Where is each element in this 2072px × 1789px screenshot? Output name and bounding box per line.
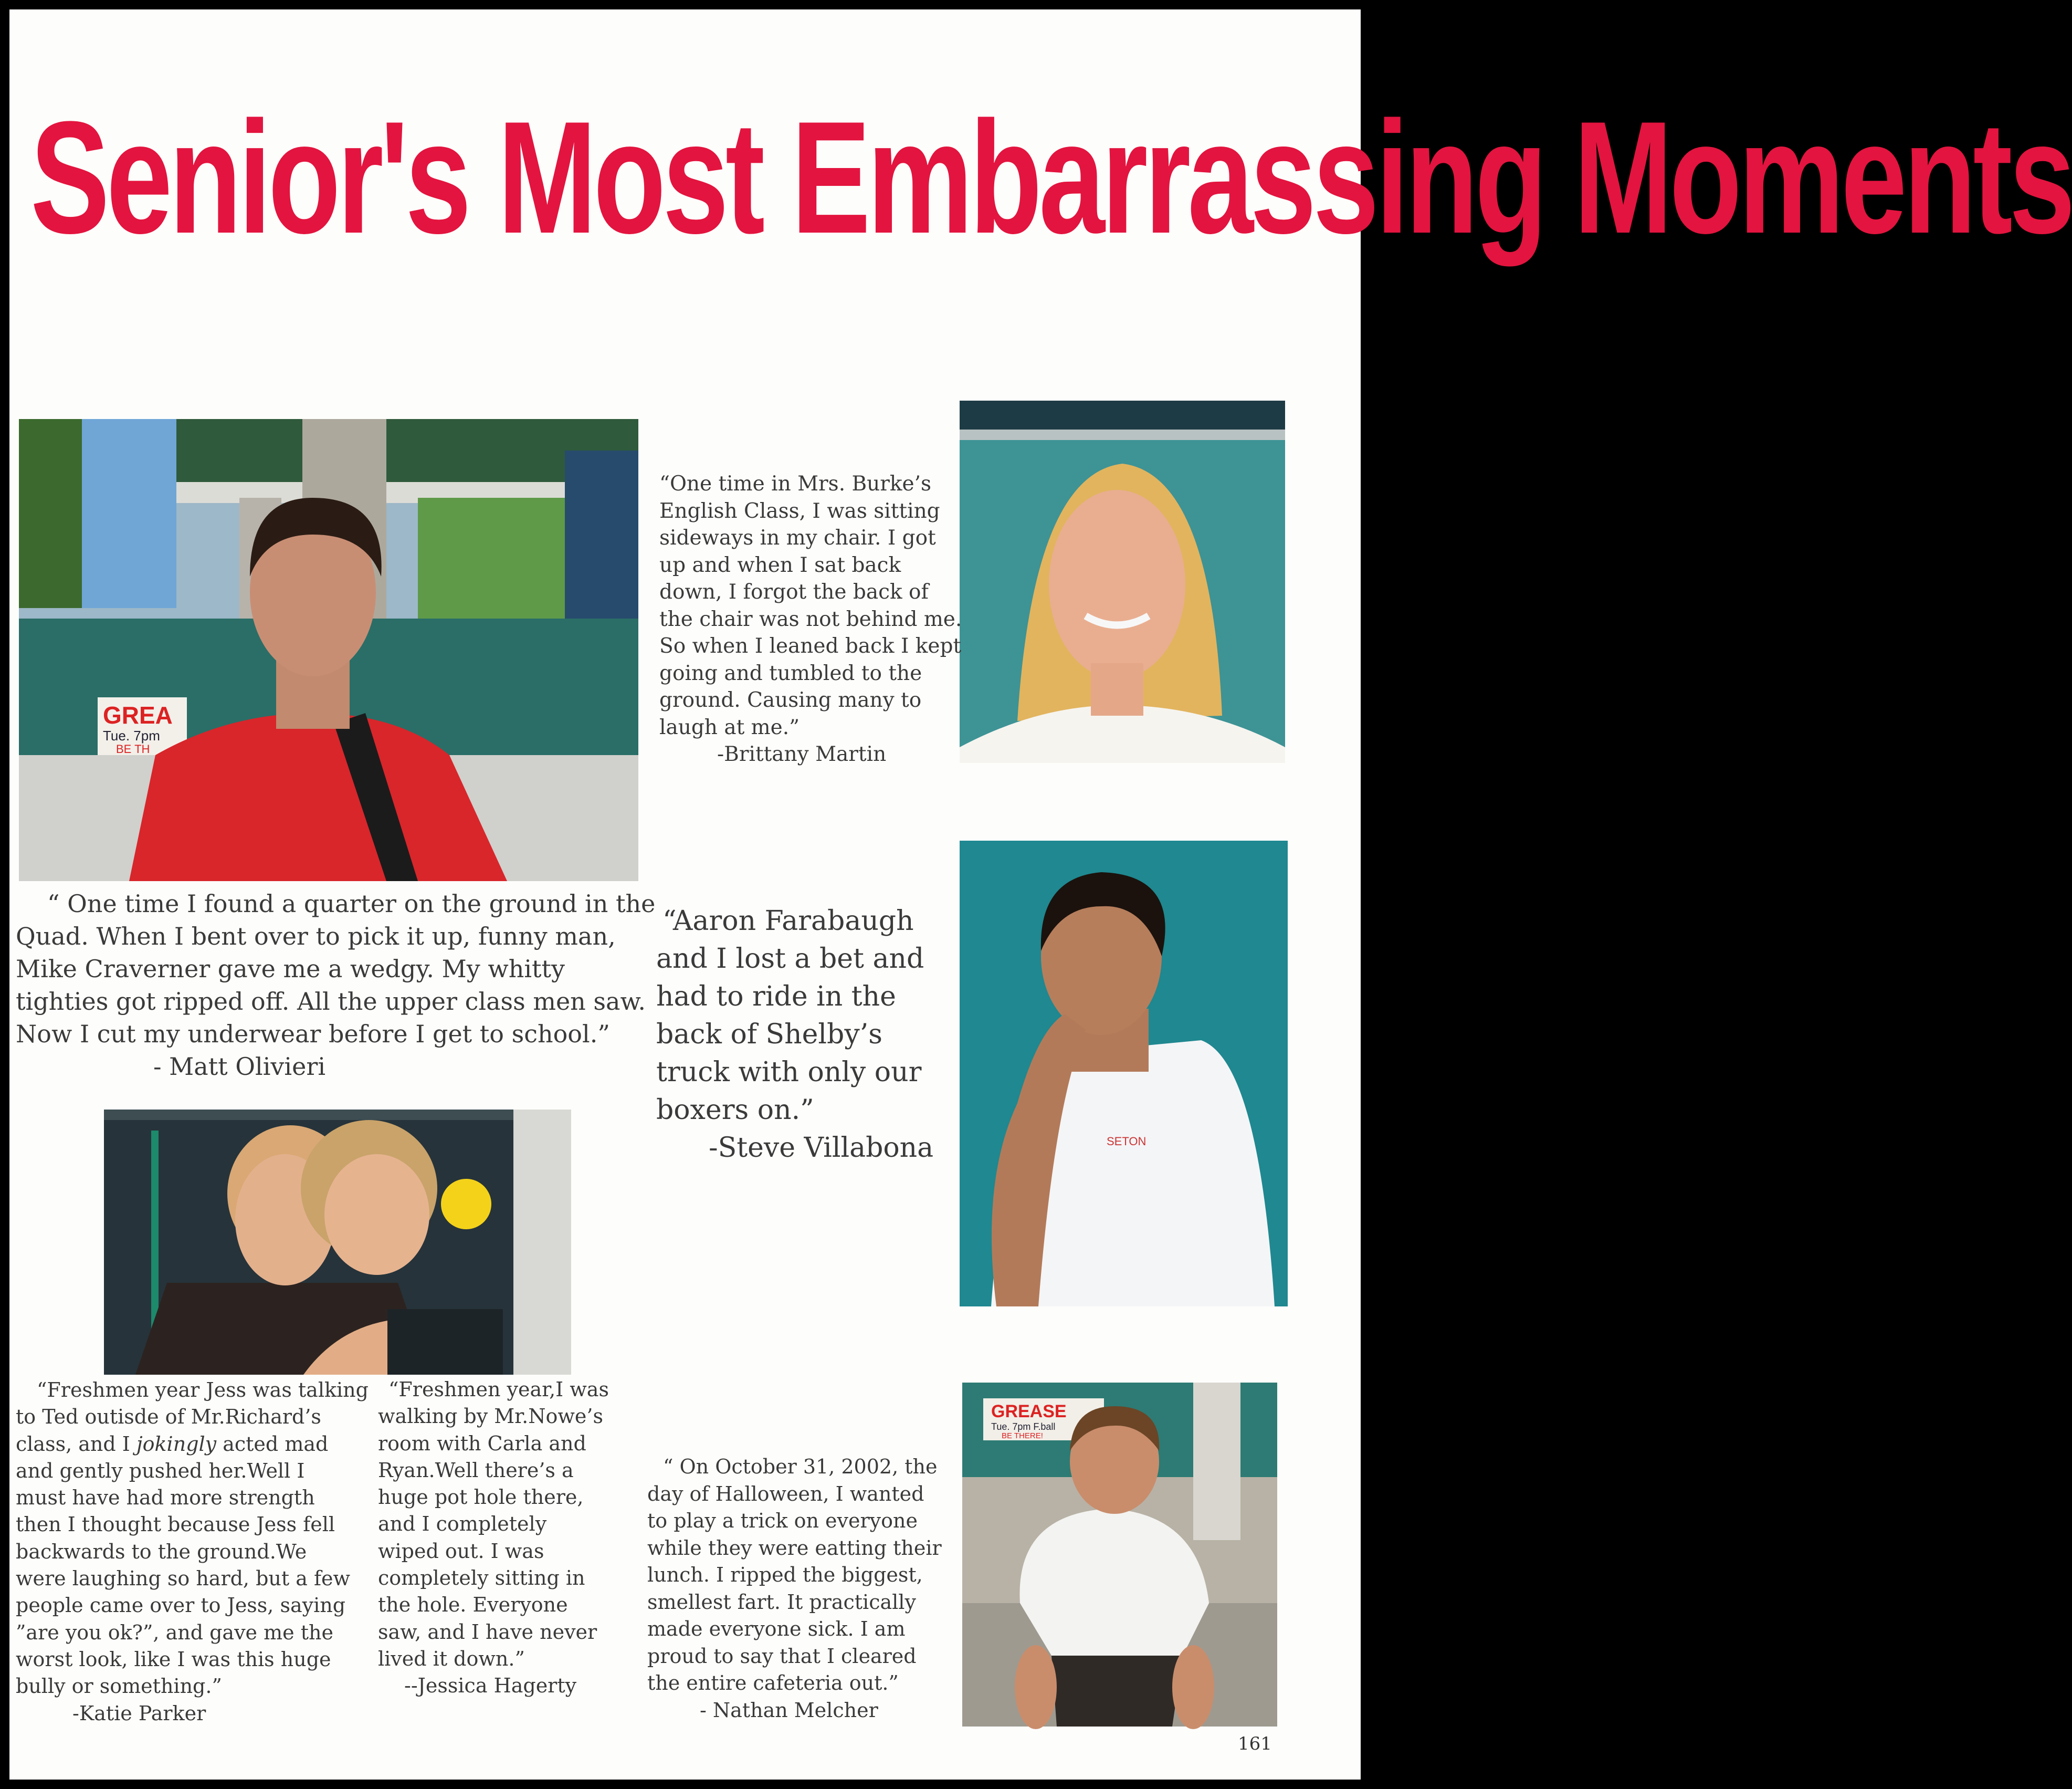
quote-emphasis: jokingly xyxy=(136,1432,217,1456)
quote-line: lunch. I ripped the biggest, xyxy=(647,1563,923,1586)
sign-subtext: Tue. 7pm F.ball xyxy=(991,1421,1056,1432)
photo-katie-and-jessica xyxy=(104,1110,571,1375)
quote-line: had to ride in the xyxy=(656,981,896,1012)
quote-line: Quad. When I bent over to pick it up, funny man, xyxy=(16,922,616,950)
quote-line: the hole. Everyone xyxy=(378,1593,568,1617)
quote-line: were laughing so hard, but a few xyxy=(16,1567,351,1591)
photo-brittany-martin xyxy=(960,401,1285,763)
quote-text: class, and I xyxy=(16,1432,136,1456)
quote-line: to play a trick on everyone xyxy=(647,1509,918,1532)
sign-text: GREASE xyxy=(991,1401,1067,1421)
quote-line: saw, and I have never xyxy=(378,1620,597,1644)
quote-line: and I completely xyxy=(378,1512,547,1536)
quote-line: while they were eatting their xyxy=(647,1536,942,1560)
quote-steve-villabona xyxy=(656,902,933,1167)
quote-line: “One time in Mrs. Burke’s xyxy=(659,472,932,496)
quote-line xyxy=(16,1431,369,1458)
quote-author: - Matt Olivieri xyxy=(153,1052,326,1081)
quote-line: “ On October 31, 2002, the xyxy=(663,1455,938,1478)
quote-author: -Katie Parker xyxy=(72,1701,206,1725)
sign-text: GREA xyxy=(103,702,173,729)
quote-katie-parker xyxy=(16,1377,369,1727)
photo-steve-villabona xyxy=(960,841,1288,1306)
quote-line: must have had more strength xyxy=(16,1486,315,1510)
quote-jessica-hagerty xyxy=(378,1376,609,1700)
quote-author: --Jessica Hagerty xyxy=(404,1674,577,1698)
svg-text:SETON: SETON xyxy=(1107,1135,1147,1148)
quote-author: -Steve Villabona xyxy=(709,1132,934,1164)
quote-line: room with Carla and xyxy=(378,1431,586,1455)
quote-line: and I lost a bet and xyxy=(656,943,924,975)
quote-line: bully or something.” xyxy=(16,1675,222,1698)
quote-line: back of Shelby’s xyxy=(656,1019,882,1050)
quote-line: day of Halloween, I wanted xyxy=(647,1482,924,1505)
quote-line: ground. Causing many to xyxy=(659,688,922,712)
quote-brittany-martin xyxy=(659,470,962,768)
quote-line: wiped out. I was xyxy=(378,1539,544,1563)
quote-line: Now I cut my underwear before I get to school.” xyxy=(16,1020,610,1048)
quote-matt-olivieri xyxy=(16,887,655,1083)
quote-line: up and when I sat back xyxy=(659,553,901,577)
quote-line: “Aaron Farabaugh xyxy=(662,905,914,937)
quote-line: Mike Craverner gave me a wedgy. My whitty xyxy=(16,955,565,983)
quote-author: -Brittany Martin xyxy=(717,742,887,766)
quote-line: down, I forgot the back of xyxy=(659,580,929,604)
quote-line: the entire cafeteria out.” xyxy=(647,1671,899,1694)
quote-line: boxers on.” xyxy=(656,1094,814,1126)
yearbook-page xyxy=(9,9,2072,1780)
quote-line: completely sitting in xyxy=(378,1566,585,1590)
quote-line: English Class, I was sitting xyxy=(659,499,940,523)
quote-line: worst look, like I was this huge xyxy=(16,1647,331,1671)
quote-line: truck with only our xyxy=(656,1056,922,1088)
quote-line: tighties got ripped off. All the upper class men saw. xyxy=(16,987,646,1016)
quote-line: “ One time I found a quarter on the ground in the xyxy=(47,890,656,918)
quote-text: acted mad xyxy=(216,1432,329,1456)
quote-line: made everyone sick. I am xyxy=(647,1617,906,1640)
quote-line: Ryan.Well there’s a xyxy=(378,1458,574,1482)
quote-line xyxy=(16,1377,369,1404)
quote-line: going and tumbled to the xyxy=(659,661,922,685)
quote-line: then I thought because Jess fell xyxy=(16,1513,335,1536)
quote-author: - Nathan Melcher xyxy=(700,1698,878,1722)
quote-line: backwards to the ground.We xyxy=(16,1540,307,1563)
quote-nathan-melcher xyxy=(647,1453,942,1724)
quote-line: to Ted outisde of Mr.Richard’s xyxy=(16,1405,321,1429)
quote-line: ”are you ok?”, and gave me the xyxy=(16,1620,333,1644)
quote-line: smellest fart. It practically xyxy=(647,1590,916,1614)
sign-subtext-2: BE TH xyxy=(116,742,150,756)
quote-line: proud to say that I cleared xyxy=(647,1644,917,1668)
photo-nathan-melcher xyxy=(962,1383,1277,1727)
sign-subtext-2: BE THERE! xyxy=(1002,1431,1043,1440)
page-title: Senior's Most Embarrassing Moments xyxy=(30,88,2072,267)
quote-line: So when I leaned back I kept xyxy=(659,634,962,658)
quote-text: “Freshmen year Jess was talking xyxy=(37,1378,369,1401)
quote-line: sideways in my chair. I got xyxy=(659,526,936,550)
quote-line: “Freshmen year,I was xyxy=(388,1378,609,1401)
photo-matt-olivieri xyxy=(19,419,638,881)
quote-line: walking by Mr.Nowe’s xyxy=(378,1405,603,1428)
quote-line: the chair was not behind me. xyxy=(659,607,962,631)
quote-line: laugh at me.” xyxy=(659,715,800,739)
quote-line: huge pot hole there, xyxy=(378,1485,584,1509)
sign-subtext: Tue. 7pm xyxy=(103,728,160,744)
quote-line: lived it down.” xyxy=(378,1647,525,1670)
quote-line: and gently pushed her.Well I xyxy=(16,1459,305,1482)
page-number: 161 xyxy=(1238,1733,1272,1754)
quote-line: people came over to Jess, saying xyxy=(16,1594,346,1617)
